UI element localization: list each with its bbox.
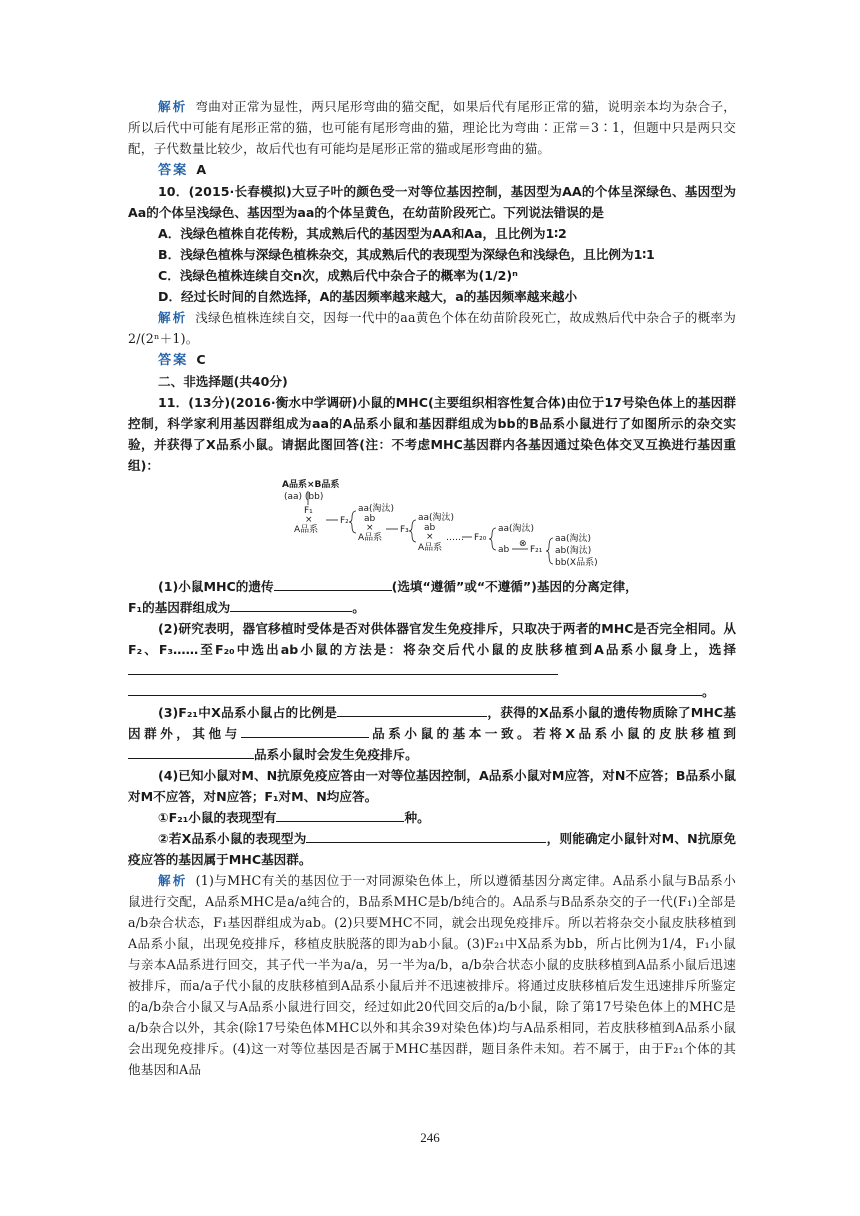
diagram-ab-1: ab	[364, 514, 376, 524]
document-page	[128, 96, 736, 1080]
q10-answer	[128, 349, 736, 371]
diagram-a-strain-1: A品系	[294, 525, 319, 535]
q9-answer	[128, 159, 736, 181]
analysis-text: (1)与MHC有关的基因位于一对同源染色体上，所以遵循基因分离定律。A品系小鼠与B品系小鼠进行交配，A品系MHC是a/a纯合的，B品系MHC是b/b纯合的。A品系与B品系杂交的子一代(F₁)全部是a/b杂合状态，F₁基因群组成为ab。(2)只要MHC不同，就会出现免疫排斥。所以若将杂交小鼠皮肤移植到A品系小鼠，出现免疫排斥，移植皮肤脱落的即为ab小鼠。(3)F₂₁中X品系为bb，所占比例为1/4，F₁小鼠与亲本A品系进行回交，其子代一半为a/a，另一半为a/b，a/b杂合状态小鼠的皮肤移植到A品系小鼠后迅速被排斥，而a/a子代小鼠的皮肤移植到A品系小鼠后并不迅速被排斥。将通过皮肤移植后发生迅速排斥所鉴定的a/b杂合小鼠又与A品系小鼠进行回交，经过如此20代回交后的a/b小鼠，除了第17号染色体上的MHC是a/b杂合以外，其余(除17号染色体MHC以外和其余39对染色体)均与A品系相同，若皮肤移植到A品系小鼠会出现免疫排斥。(4)这一对等位基因是否属于MHC基因群，题目条件未知。若不属于，由于F₂₁个体的其他基因和A品	[128, 873, 736, 1077]
sub4-2-text-b: ，则能确定小鼠针对M、N抗原免疫应答的基因属于MHC基因群。	[128, 831, 736, 867]
diagram-aa-elim-3: aa(淘汰)	[498, 524, 535, 534]
diagram-selfing: ⊗	[519, 539, 527, 549]
sub2-text: (2)研究表明，器官移植时受体是否对供体器官发生免疫排斥，只取决于两者的MHC是否完全相同。从F₂、F₃……至F₂₀中选出ab小鼠的方法是：将杂交后代小鼠的皮肤移植到A品系小鼠身上，选择	[128, 621, 736, 657]
answer-tag: 答案	[158, 353, 189, 368]
analysis-text: 弯曲对正常为显性，两只尾形弯曲的猫交配，如果后代有尾形正常的猫，说明亲本均为杂合子，所以后代中可能有尾形正常的猫，也可能有尾形弯曲的猫，理论比为弯曲∶正常＝3∶1，但题中只是两只交配，子代数量比较少，故后代也有可能均是尾形正常的猫或尾形弯曲的猫。	[128, 99, 737, 156]
q11-sub4-2	[128, 828, 736, 870]
sub3-text-b: ，获得的X品系小鼠的遗传物质除了MHC基因群外，其他与	[128, 705, 736, 741]
answer-blank-3[interactable]	[128, 660, 558, 675]
diagram-ab-elim: ab(淘汰)	[555, 546, 592, 556]
q9-analysis	[128, 96, 736, 159]
q11-sub2	[128, 618, 736, 681]
diagram-cross-1: ×	[305, 515, 313, 525]
sub3-text-a: (3)F₂₁中X品系小鼠占的比例是	[158, 705, 338, 720]
q11-stem: 11．(13分)(2016·衡水中学调研)小鼠的MHC(主要组织相容性复合体)由位于17号染色体上的基因群控制，科学家利用基因群组成为aa的A品系小鼠和基因群组成为bb的B品系小鼠进行了如图所示的杂交实验，并获得了X品系小鼠。请据此图回答(注：不考虑MHC基因群内各基因通过染色体交叉互换进行基因重组)：	[128, 395, 736, 473]
diagram-cross-3: ×	[426, 532, 434, 542]
analysis-text: 浅绿色植株连续自交，因每一代中的aa黄色个体在幼苗阶段死亡，故成熟后代中杂合子的概率为2/(2ⁿ＋1)。	[128, 310, 736, 346]
diagram-parents-genotype: (aa) (bb)	[284, 492, 324, 502]
diagram-aa-elim-2: aa(淘汰)	[418, 513, 455, 523]
analysis-tag: 解析	[158, 310, 188, 325]
diagram-f20: F₂₀	[474, 533, 487, 543]
q10-option-b: B．浅绿色植株与深绿色植株杂交，其成熟后代的表现型为深绿色和浅绿色，且比例为1∶1	[158, 247, 655, 262]
q11-sub1-line2: F₁的基因群组成为 。	[128, 597, 736, 618]
q10-stem: 10．(2015·长春模拟)大豆子叶的颜色受一对等位基因控制，基因型为AA的个体呈深绿色、基因型为Aa的个体呈浅绿色、基因型为aa的个体呈黄色，在幼苗阶段死亡。下列说法错误的是	[128, 184, 736, 220]
diagram-parents-label: A品系×B品系	[282, 480, 340, 490]
section-title: 二、非选择题(共40分)	[158, 374, 288, 389]
answer-blank-8[interactable]	[306, 828, 546, 843]
diagram-ab-3: ab	[498, 545, 510, 555]
diagram-cross-2: ×	[366, 523, 374, 533]
diagram-f3: F₃	[400, 525, 409, 535]
analysis-tag: 解析	[158, 873, 188, 888]
diagram-bb-x: bb(X品系)	[555, 558, 598, 568]
q10-option-c: C．浅绿色植株连续自交n次，成熟后代中杂合子的概率为(1/2)ⁿ	[158, 268, 518, 283]
sub3-text-c: 品系小鼠的基本一致。若将X品系小鼠的皮肤移植到	[368, 726, 736, 741]
q11-sub2-line: 。	[128, 681, 736, 702]
analysis-tag: 解析	[158, 99, 188, 114]
diagram-ab-2: ab	[424, 523, 436, 533]
q11-sub1	[128, 576, 736, 597]
sub4-1-text-a: ①F₂₁小鼠的表现型有	[158, 810, 277, 825]
diagram-f1: F₁	[304, 506, 313, 516]
diagram-a-strain-2: A品系	[358, 533, 383, 543]
q11-sub3	[128, 702, 736, 765]
sub1-text-a: (1)小鼠MHC的遗传	[158, 579, 274, 594]
q11-sub4-1	[128, 807, 736, 828]
sub4-1-text-b: 种。	[404, 810, 430, 825]
diagram-f2: F₂	[340, 516, 349, 526]
diagram-a-strain-3: A品系	[418, 543, 443, 553]
page-number: 246	[420, 1130, 440, 1145]
q11-analysis	[128, 870, 736, 1080]
answer-blank-2[interactable]	[230, 597, 352, 612]
q10-analysis	[128, 307, 736, 349]
sub4-2-text-a: ②若X品系小鼠的表现型为	[158, 831, 307, 846]
answer-tag: 答案	[158, 163, 189, 178]
answer-blank-6[interactable]	[128, 744, 254, 759]
answer-blank-4[interactable]	[337, 702, 487, 717]
q10-option-a: A．浅绿色植株自花传粉，其成熟后代的基因型为AA和Aa，且比例为1∶2	[158, 226, 567, 241]
cross-diagram	[128, 478, 736, 574]
answer-blank-3-cont[interactable]	[128, 681, 702, 696]
q11-sub4: (4)已知小鼠对M、N抗原免疫应答由一对等位基因控制，A品系小鼠对M应答，对N不应答；B品系小鼠对M不应答，对N应答；F₁对M、N均应答。	[128, 768, 736, 804]
answer-blank-5[interactable]	[241, 723, 369, 738]
answer-blank-1[interactable]	[274, 576, 392, 591]
diagram-f21: F₂₁	[530, 545, 543, 555]
sub1-text-b: (选填“遵循”或“不遵循”)基因的分离定律，	[391, 579, 638, 594]
sub1-text-c: F₁的基因群组成为	[128, 600, 231, 615]
q10-option-d: D．经过长时间的自然选择，A的基因频率越来越大，a的基因频率越来越小	[158, 289, 578, 304]
diagram-aa-elim-1: aa(淘汰)	[358, 504, 395, 514]
diagram-aa-elim-4: aa(淘汰)	[555, 534, 592, 544]
answer-blank-7[interactable]	[276, 807, 404, 822]
diagram-dots: ……	[446, 533, 464, 543]
answer-value: A	[196, 162, 207, 177]
sub3-text-d: 品系小鼠时会发生免疫排斥。	[254, 747, 418, 762]
answer-value: C	[196, 352, 206, 367]
